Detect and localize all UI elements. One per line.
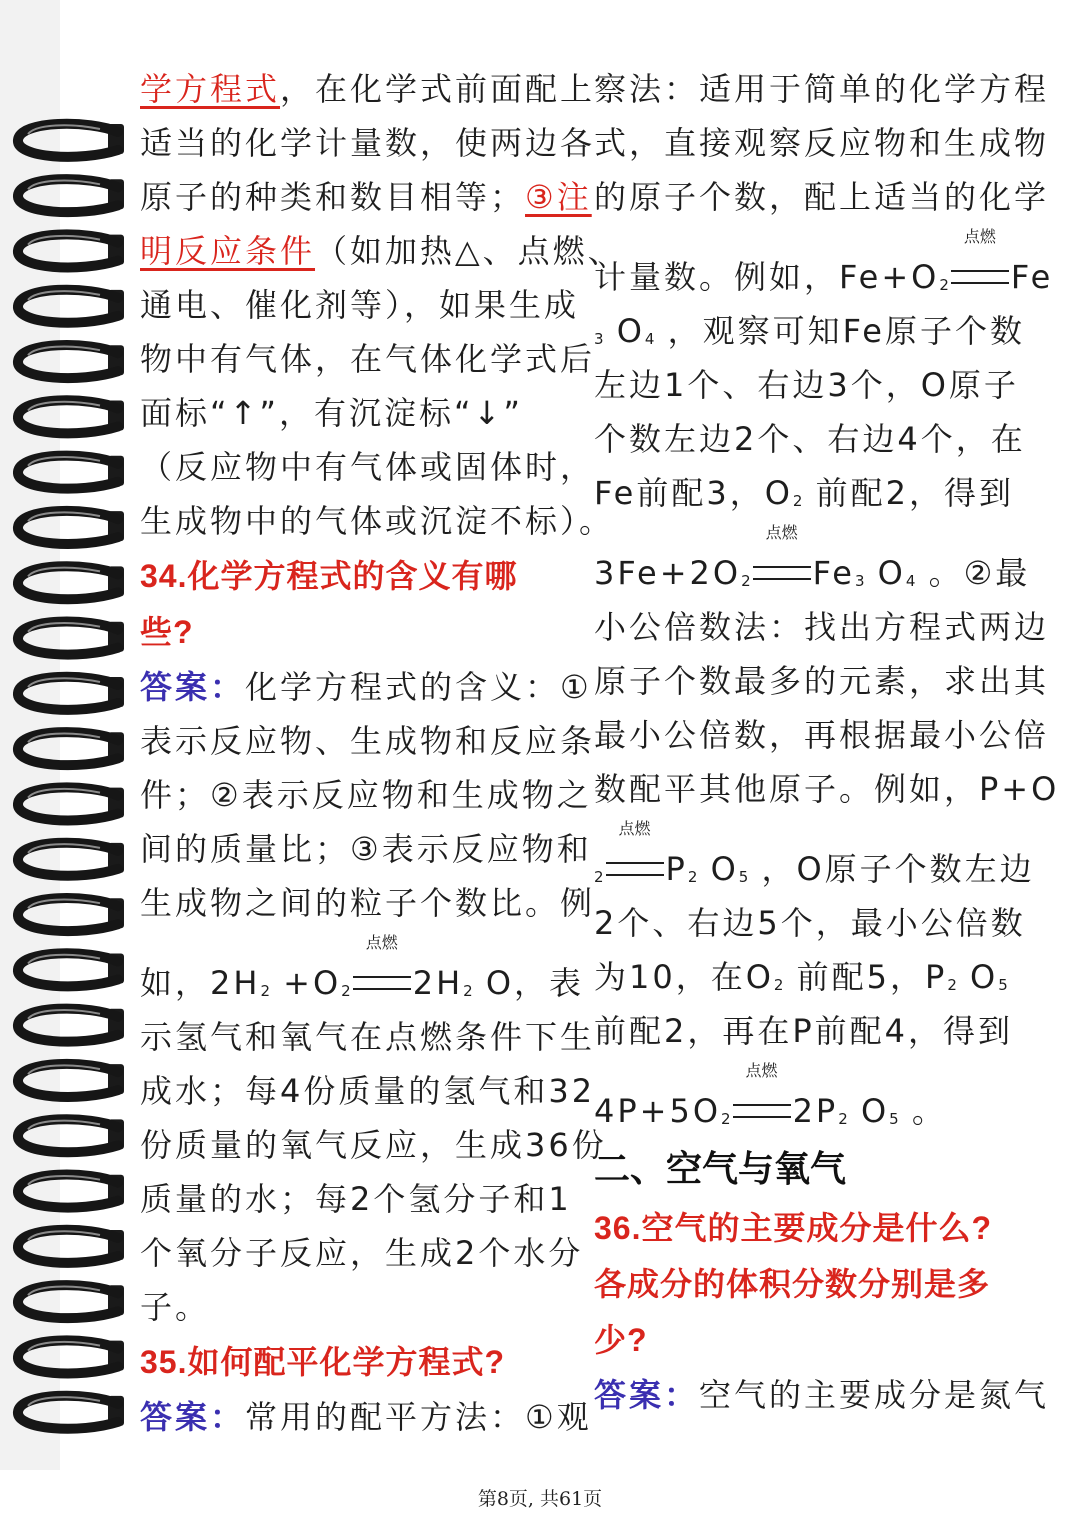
- question-34-title: 34.化学方程式的含义有哪: [140, 558, 518, 594]
- equals-sign: [733, 1104, 791, 1118]
- text-line: 左边1个、右边3个，O原子: [594, 366, 1019, 404]
- question-36-title: 36.空气的主要成分是什么?: [594, 1210, 993, 1246]
- reaction-condition: 点燃: [949, 250, 1011, 304]
- text-line: 前配2，再在P前配4，得到: [594, 1012, 1014, 1050]
- answer-label: 答案：: [140, 668, 246, 706]
- text-line: 份质量的氧气反应，生成36份: [140, 1126, 607, 1164]
- answer-line: 答案：空气的主要成分是氮气: [594, 1376, 1050, 1414]
- left-column: [140, 62, 623, 1444]
- equation-line: 如，$2H_2 +O_2$ 点燃 $2H_2$ O，表: [140, 930, 572, 1010]
- text-line: 成水；每4份质量的氢气和32: [140, 1072, 596, 1110]
- equation-line: $4P+5O_2$ 点燃 $2P_2$ $O_5$ 。: [594, 1058, 1034, 1138]
- text-line: 小公倍数法：找出方程式两边: [594, 608, 1050, 646]
- equation-line: $3Fe+2O_2$ 点燃 $Fe_3$ $O_4$ 。②最: [594, 520, 1034, 600]
- text-line: 原子个数最多的元素，求出其: [594, 662, 1050, 700]
- text-line: Fe前配3，$O_2$ 前配2，得到: [594, 474, 1014, 512]
- reaction-condition: 点燃: [731, 1084, 793, 1138]
- question-36-title-cont: 少?: [594, 1322, 648, 1358]
- highlight-term: ③注: [525, 178, 592, 216]
- text-line: 察法：适用于简单的化学方程: [594, 70, 1050, 108]
- text-line: 的原子个数，配上适当的化学: [594, 178, 1050, 216]
- text-line: 适当的化学计量数，使两边各: [140, 124, 596, 162]
- text-line: 原子的种类和数目相等；③注: [140, 178, 592, 216]
- text-line: 表示反应物、生成物和反应条: [140, 722, 596, 760]
- answer-line: 答案：化学方程式的含义：①: [140, 668, 592, 706]
- text-line: 通电、催化剂等），如果生成: [140, 286, 580, 324]
- text-line: 件；②表示反应物和生成物之: [140, 776, 592, 814]
- text-line: 个氧分子反应，生成2个水分: [140, 1234, 584, 1272]
- question-34-title-cont: 些?: [140, 614, 194, 650]
- answer-label: 答案：: [594, 1376, 700, 1414]
- text-line: 最小公倍数，再根据最小公倍: [594, 716, 1050, 754]
- highlight-term: 明反应条件: [140, 232, 316, 270]
- text-line: 生成物中的气体或沉淀不标）。: [140, 502, 615, 540]
- reaction-condition: 点燃: [351, 956, 413, 1010]
- equals-sign: [606, 862, 664, 876]
- text-line: 示氢气和氧气在点燃条件下生: [140, 1018, 596, 1056]
- text-line: 质量的水；每2个氢分子和1: [140, 1180, 572, 1218]
- text-line: 数配平其他原子。例如，P+O: [594, 770, 1060, 808]
- text-line: （反应物中有气体或固体时，: [140, 448, 596, 486]
- text-line: 为10，在$O_2$ 前配5，$P_2$ $O_5$: [594, 958, 1008, 996]
- equals-sign: [951, 270, 1009, 284]
- text-line: 明反应条件（如加热△、点燃、: [140, 232, 623, 270]
- equals-sign: [753, 566, 811, 580]
- right-column: [594, 62, 1060, 1422]
- equals-sign: [353, 976, 411, 990]
- equation-line: 计量数。例如，$Fe+O_2$ 点燃 Fe: [594, 224, 1034, 304]
- question-36-title-cont: 各成分的体积分数分别是多: [594, 1266, 991, 1302]
- text-line: 2个、右边5个，最小公倍数: [594, 904, 1026, 942]
- text-line: 式，直接观察反应物和生成物: [594, 124, 1050, 162]
- text-line: 个数左边2个、右边4个，在: [594, 420, 1026, 458]
- section-heading: 二、空气与氧气: [594, 1148, 847, 1189]
- text-line: 物中有气体，在气体化学式后: [140, 340, 596, 378]
- answer-line: 答案：常用的配平方法：①观: [140, 1398, 592, 1436]
- equation-line: $_2$ 点燃 $P_2$ $O_5$ ，O原子个数左边: [594, 816, 1034, 896]
- spiral-binding: [0, 0, 140, 1470]
- question-35-title: 35.如何配平化学方程式?: [140, 1344, 506, 1380]
- answer-label: 答案：: [140, 1398, 246, 1436]
- highlight-term: 学方程式: [140, 70, 281, 108]
- text-line: 面标“↑”，有沉淀标“↓”: [140, 394, 523, 432]
- text-line: 生成物之间的粒子个数比。例: [140, 884, 596, 922]
- page-footer: 第8页, 共61页: [477, 1488, 603, 1510]
- reaction-condition: 点燃: [751, 546, 813, 600]
- text-line: 学方程式，在化学式前面配上: [140, 70, 596, 108]
- text-line: 子。: [140, 1288, 211, 1326]
- text-line: 间的质量比；③表示反应物和: [140, 830, 592, 868]
- reaction-condition: 点燃: [604, 842, 666, 896]
- text-line: $_3$ $O_4$ ，观察可知Fe原子个数: [594, 312, 1025, 350]
